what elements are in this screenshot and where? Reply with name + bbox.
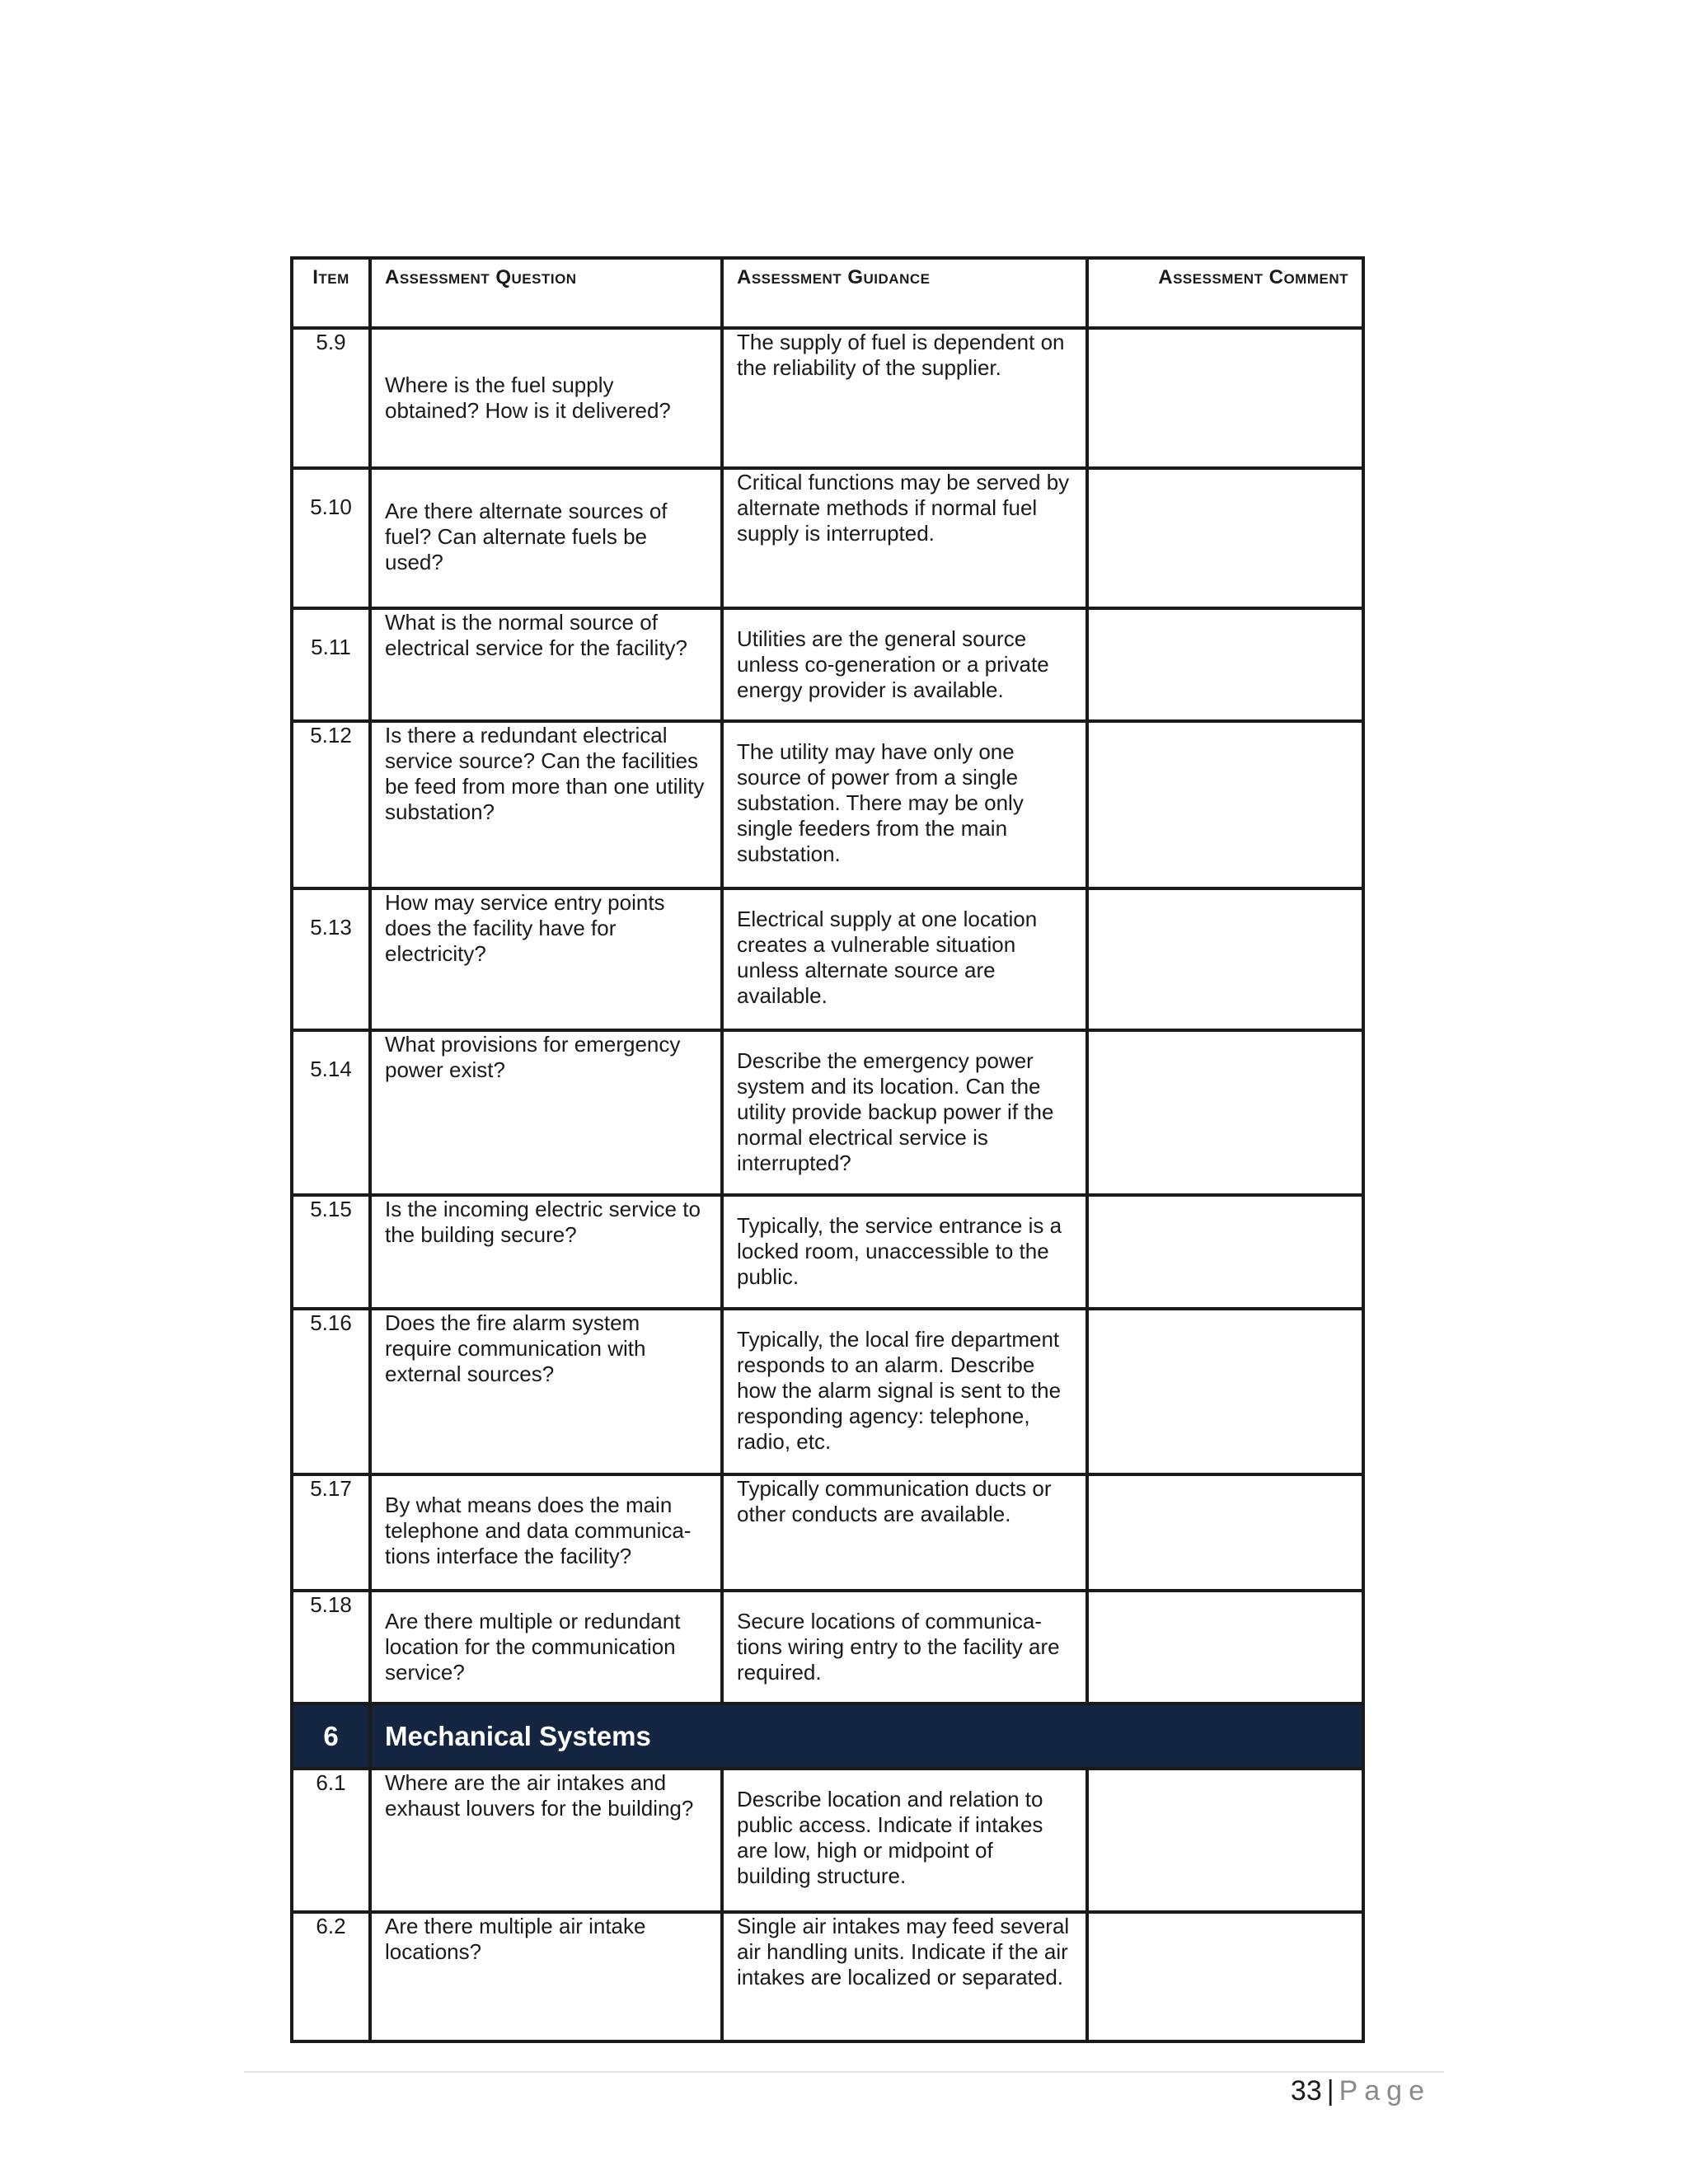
item-number: 6.1 xyxy=(292,1769,370,1912)
question-cell xyxy=(370,1769,722,1912)
question-cell xyxy=(370,1030,722,1195)
guidance-text: Typically, the local fire department responds to an alarm. Describe how the alarm signal is sent to the responding agency: telephone, radio, etc. xyxy=(737,1327,1062,1454)
comment-cell[interactable] xyxy=(1087,468,1363,608)
guidance-text: Describe the emergency power system and its location. Can the utility provide backup power if the normal electrical service is interrupted? xyxy=(737,1048,1054,1175)
footer-divider xyxy=(244,2071,1444,2073)
question-cell xyxy=(370,468,722,608)
guidance-text: The utility may have only one source of power from a single substation. There may be only single feeders from the main substation. xyxy=(737,739,1024,866)
guidance-cell xyxy=(722,608,1087,721)
comment-cell[interactable] xyxy=(1087,888,1363,1030)
guidance-cell xyxy=(722,1474,1087,1591)
comment-cell[interactable] xyxy=(1087,1195,1363,1309)
question-text: Are there multiple or redundant location for the communication service? xyxy=(385,1609,681,1685)
guidance-text: The supply of fuel is dependent on the reliability of the supplier. xyxy=(737,330,1065,380)
question-cell xyxy=(370,1474,722,1591)
guidance-cell xyxy=(722,888,1087,1030)
table-row xyxy=(292,1030,1363,1195)
guidance-cell xyxy=(722,468,1087,608)
page-separator: | xyxy=(1326,2075,1334,2107)
comment-cell[interactable] xyxy=(1087,1309,1363,1474)
question-cell xyxy=(370,1912,722,2041)
section-number: 6 xyxy=(292,1704,370,1769)
header-question: Assessment Question xyxy=(370,258,722,328)
guidance-text: Typically communication ducts or other conducts are available. xyxy=(737,1476,1052,1526)
table-row xyxy=(292,1309,1363,1474)
page-footer xyxy=(1291,2075,1431,2107)
question-text: Is the incoming electric service to the building secure? xyxy=(385,1197,701,1247)
table-header-row xyxy=(292,258,1363,328)
guidance-cell xyxy=(722,1912,1087,2041)
item-number: 5.15 xyxy=(292,1195,370,1309)
section-title: Mechanical Systems xyxy=(370,1704,1363,1769)
question-cell xyxy=(370,328,722,468)
question-cell xyxy=(370,1591,722,1704)
item-number: 5.18 xyxy=(292,1591,370,1704)
comment-cell[interactable] xyxy=(1087,1591,1363,1704)
question-cell xyxy=(370,721,722,888)
question-text: Where are the air intakes and exhaust louvers for the building? xyxy=(385,1770,694,1821)
question-cell xyxy=(370,608,722,721)
comment-cell[interactable] xyxy=(1087,608,1363,721)
guidance-text: Typically, the service entrance is a locked room, unaccessible to the public. xyxy=(737,1213,1062,1289)
guidance-cell xyxy=(722,721,1087,888)
header-comment: Assessment Comment xyxy=(1087,258,1363,328)
item-number: 5.16 xyxy=(292,1309,370,1474)
question-cell xyxy=(370,1195,722,1309)
assessment-table xyxy=(290,256,1365,2043)
question-cell xyxy=(370,1309,722,1474)
table-row xyxy=(292,468,1363,608)
item-number: 5.11 xyxy=(292,608,370,721)
item-number: 5.12 xyxy=(292,721,370,888)
question-text: Where is the fuel supply obtained? How is it delivered? xyxy=(385,373,671,423)
table-row xyxy=(292,888,1363,1030)
section-header-row xyxy=(292,1704,1363,1769)
comment-cell[interactable] xyxy=(1087,1030,1363,1195)
guidance-cell xyxy=(722,1309,1087,1474)
table-row xyxy=(292,608,1363,721)
table-row xyxy=(292,1591,1363,1704)
page-label: Page xyxy=(1339,2075,1431,2107)
question-text: Are there alternate sources of fuel? Can alternate fuels be used? xyxy=(385,499,668,574)
item-number: 5.13 xyxy=(292,888,370,1030)
comment-cell[interactable] xyxy=(1087,1769,1363,1912)
page-number: 33 xyxy=(1290,2075,1322,2107)
table-row xyxy=(292,721,1363,888)
guidance-text: Secure locations of communica-tions wiring entry to the facility are required. xyxy=(737,1609,1060,1685)
comment-cell[interactable] xyxy=(1087,721,1363,888)
table-row xyxy=(292,1912,1363,2041)
table-row xyxy=(292,1769,1363,1912)
question-text: How may service entry points does the facility have for electricity? xyxy=(385,890,665,966)
header-item: Item xyxy=(292,258,370,328)
guidance-cell xyxy=(722,1591,1087,1704)
question-text: Are there multiple air intake locations? xyxy=(385,1914,646,1964)
item-number: 5.10 xyxy=(292,468,370,608)
guidance-cell xyxy=(722,1030,1087,1195)
question-text: By what means does the main telephone and data communica-tions interface the facility? xyxy=(385,1493,692,1568)
question-cell xyxy=(370,888,722,1030)
assessment-table-container xyxy=(290,256,1362,2043)
guidance-text: Critical functions may be served by alternate methods if normal fuel supply is interrupted. xyxy=(737,470,1070,546)
guidance-cell xyxy=(722,328,1087,468)
header-guidance: Assessment Guidance xyxy=(722,258,1087,328)
question-text: Is there a redundant electrical service source? Can the facilities be feed from more than one utility substation? xyxy=(385,723,705,824)
item-number: 6.2 xyxy=(292,1912,370,2041)
item-number: 5.9 xyxy=(292,328,370,468)
guidance-text: Describe location and relation to public access. Indicate if intakes are low, high or midpoint of building structure. xyxy=(737,1787,1043,1888)
question-text: What provisions for emergency power exist? xyxy=(385,1032,681,1082)
comment-cell[interactable] xyxy=(1087,1912,1363,2041)
question-text: Does the fire alarm system require communication with external sources? xyxy=(385,1310,646,1386)
item-number: 5.17 xyxy=(292,1474,370,1591)
guidance-text: Single air intakes may feed several air handling units. Indicate if the air intakes are localized or separated. xyxy=(737,1914,1070,1990)
comment-cell[interactable] xyxy=(1087,1474,1363,1591)
guidance-cell xyxy=(722,1195,1087,1309)
guidance-cell xyxy=(722,1769,1087,1912)
question-text: What is the normal source of electrical service for the facility? xyxy=(385,610,688,660)
table-row xyxy=(292,1195,1363,1309)
comment-cell[interactable] xyxy=(1087,328,1363,468)
table-row xyxy=(292,328,1363,468)
item-number: 5.14 xyxy=(292,1030,370,1195)
guidance-text: Electrical supply at one location creates a vulnerable situation unless alternate source are available. xyxy=(737,907,1038,1008)
guidance-text: Utilities are the general source unless co-generation or a private energy provider is available. xyxy=(737,626,1049,702)
table-row xyxy=(292,1474,1363,1591)
